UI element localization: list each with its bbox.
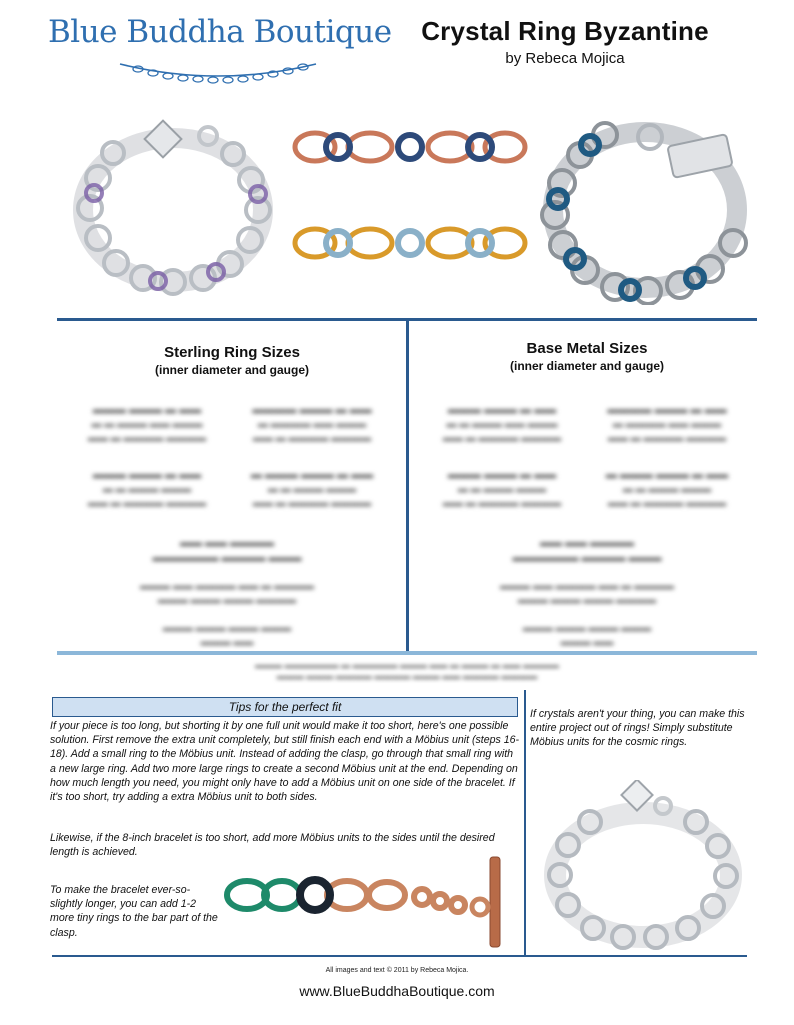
all-ring-bracelet-photo [538, 780, 748, 950]
sterling-clasp-rings-redacted: ▬ ▬▬▬ ▬▬▬ ▬ ▬▬ ▬ ▬ ▬▬▬ ▬▬▬ ▬▬ ▬ ▬▬▬▬ ▬▬▬▬ [250, 469, 374, 509]
base-metal-heading: Base Metal Sizes [526, 340, 648, 357]
footer-divider [52, 955, 747, 957]
base-metal-heading-block [417, 340, 757, 373]
silver-bracelet-photo [58, 118, 288, 298]
base-crystal-rings-redacted: ▬▬ ▬▬ ▬▬▬▬ ▬▬▬▬▬▬ ▬▬▬▬ ▬▬▬ ▬▬▬ ▬▬ ▬▬▬▬ ▬▬ ▬ ▬▬▬▬ ▬▬▬ ▬▬▬ ▬▬▬ ▬▬▬▬ ▬▬▬ ▬▬▬ ▬▬▬ ▬▬▬ ▬▬▬ ▬▬ [500, 537, 674, 648]
sterling-heading: Sterling Ring Sizes [164, 344, 300, 361]
sterling-crystal-rings-redacted: ▬▬ ▬▬ ▬▬▬▬ ▬▬▬▬▬▬ ▬▬▬▬ ▬▬▬ ▬▬▬ ▬▬ ▬▬▬▬ ▬▬ ▬ ▬▬▬▬ ▬▬▬ ▬▬▬ ▬▬▬ ▬▬▬▬ ▬▬▬ ▬▬▬ ▬▬▬ ▬▬▬ ▬▬▬ ▬▬ [140, 537, 314, 648]
base-metal-subheading: (inner diameter and gauge) [509, 359, 665, 373]
website-url[interactable]: www.BlueBuddhaBoutique.com [299, 983, 495, 999]
tips-paragraph-1: If your piece is too long, but shorting it by one full unit would make it too short, here's one possible solution. First remove the extra unit completely, but still finish each end with a Möbius unit (steps 16-18). Add a small ring to the Möbius unit. Instead of adding the clasp, go through that small ring with a new large ring. Add two more large rings to create a second Möbius unit at the end. Depending on how much length you need, you might only have to add a Möbius unit on one side of the bracelet. If it's too short, try adding a extra Möbius unit to both sides. [50, 720, 520, 804]
sizes-footnote-redacted: ▬▬▬ ▬▬▬▬▬▬ ▬ ▬▬▬▬▬ ▬▬▬ ▬▬ ▬ ▬▬▬ ▬ ▬▬ ▬▬▬▬ ▬▬▬ ▬▬▬ ▬▬▬▬ ▬▬▬▬ ▬▬▬ ▬▬ ▬▬▬▬ ▬▬▬▬ [254, 660, 559, 681]
gold-chain-swatch-photo [290, 218, 530, 268]
clasp-chain-photo [222, 855, 517, 950]
tips-header: Tips for the perfect fit [52, 697, 518, 717]
page-title: Crystal Ring Byzantine [421, 16, 709, 46]
sterling-large-rings-redacted: ▬▬▬ ▬▬▬ ▬ ▬▬ ▬ ▬ ▬▬▬ ▬▬ ▬▬▬ ▬▬ ▬ ▬▬▬▬ ▬▬▬▬ [87, 404, 207, 444]
sterling-heading-block [62, 344, 402, 377]
tips-paragraph-2: Likewise, if the 8-inch bracelet is too short, add more Möbius units to the sides until the desired length is achieved. [50, 832, 495, 859]
sterling-medium-rings-redacted: ▬▬▬▬ ▬▬▬ ▬ ▬▬ ▬ ▬▬▬▬ ▬▬ ▬▬▬ ▬▬ ▬ ▬▬▬▬ ▬▬▬▬ [252, 404, 372, 444]
base-clasp-rings-redacted: ▬ ▬▬▬ ▬▬▬ ▬ ▬▬ ▬ ▬ ▬▬▬ ▬▬▬ ▬▬ ▬ ▬▬▬▬ ▬▬▬▬ [605, 469, 729, 509]
sidebar-note: If crystals aren't your thing, you can make this entire project out of rings! Simply substitute Möbius units for the cosmic rings. [530, 708, 745, 749]
base-medium-rings-redacted: ▬▬▬▬ ▬▬▬ ▬ ▬▬ ▬ ▬▬▬▬ ▬▬ ▬▬▬ ▬▬ ▬ ▬▬▬▬ ▬▬▬▬ [607, 404, 727, 444]
section-divider-vertical [524, 690, 526, 955]
author-byline: by Rebeca Mojica [505, 50, 625, 67]
divider-vertical [406, 318, 409, 654]
tips-paragraph-3: To make the bracelet ever-so-slightly longer, you can add 1-2 more tiny rings to the bar part of the clasp. [50, 884, 218, 939]
base-small-rings-redacted: ▬▬▬ ▬▬▬ ▬ ▬▬ ▬ ▬ ▬▬▬ ▬▬▬ ▬▬ ▬ ▬▬▬▬ ▬▬▬▬ [442, 469, 562, 509]
logo-text: Blue Buddha Boutique [48, 14, 392, 50]
steel-bracelet-photo [530, 105, 760, 305]
base-large-rings-redacted: ▬▬▬ ▬▬▬ ▬ ▬▬ ▬ ▬ ▬▬▬ ▬▬ ▬▬▬ ▬▬ ▬ ▬▬▬▬ ▬▬▬▬ [442, 404, 562, 444]
brand-logo [48, 14, 392, 90]
copper-chain-swatch-photo [290, 122, 530, 172]
sterling-subheading: (inner diameter and gauge) [154, 363, 310, 377]
divider-bottom [57, 651, 757, 655]
sterling-small-rings-redacted: ▬▬▬ ▬▬▬ ▬ ▬▬ ▬ ▬ ▬▬▬ ▬▬▬ ▬▬ ▬ ▬▬▬▬ ▬▬▬▬ [87, 469, 207, 509]
logo-chain-decoration [118, 58, 318, 88]
ring-sizes-section [57, 318, 757, 681]
copyright-notice: All images and text © 2011 by Rebeca Mojica. [325, 967, 469, 974]
